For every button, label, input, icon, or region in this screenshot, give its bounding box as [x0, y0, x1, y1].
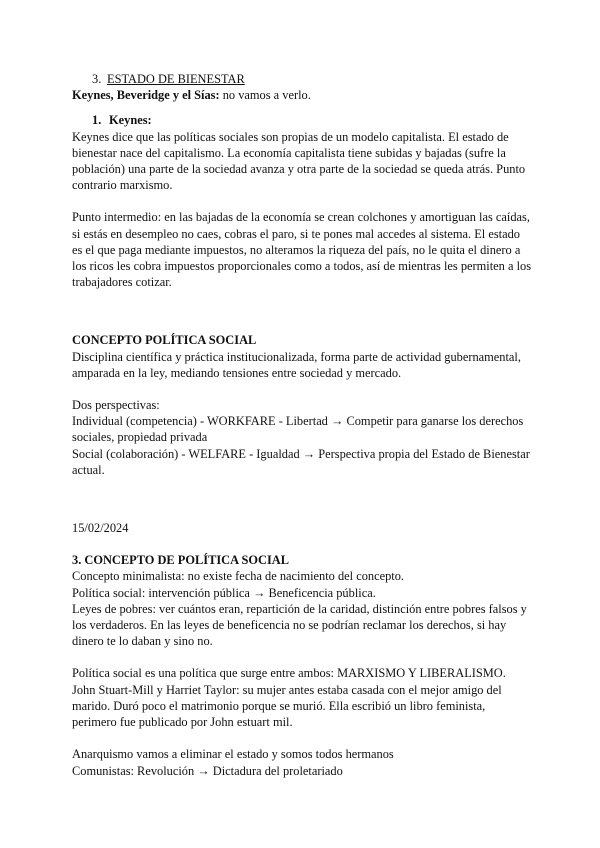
authors-bold: Keynes, Beveridge y el Sías: — [72, 88, 220, 103]
keynes-paragraph-1: Keynes dice que las políticas sociales son propias de un modelo capitalista. El estado de bienestar nace del capitalismo. La economía capitalista tiene subidas y bajadas (sufre la población) una parte de la sociedad avanza y otra parte de la sociedad se queda atrás. Punto contrario marxismo. — [72, 129, 526, 193]
minimalista-line: Concepto minimalista: no existe fecha de nacimiento del concepto. — [72, 569, 405, 584]
section-title: ESTADO DE BIENESTAR — [107, 72, 245, 86]
subheading-title: Keynes: — [109, 113, 152, 128]
concepto-politica-social-heading: 3. CONCEPTO DE POLÍTICA SOCIAL — [72, 553, 289, 568]
anarquismo-line: Anarquismo vamos a eliminar el estado y somos todos hermanos — [72, 747, 394, 762]
document-body — [72, 71, 532, 779]
dos-perspectivas-line: Dos perspectivas: — [72, 398, 160, 413]
concepto-paragraph: Disciplina científica y práctica institucionalizada, forma parte de actividad gubernamental, amparada en la ley, mediando tensiones entre sociedad y mercado. — [72, 349, 521, 380]
list-number: 1. — [92, 113, 102, 128]
mill-paragraph: John Stuart-Mill y Harriet Taylor: su mujer antes estaba casada con el mejor amigo del marido. Duró poco el matrimonio porque se murió. Ella escribió un libro feminista, perimero fue publicado por John estuart mil. — [72, 682, 502, 730]
subheading-keynes — [72, 112, 532, 128]
leyes-pobres-paragraph: Leyes de pobres: ver cuántos eran, repartición de la caridad, distinción entre pobres falsos y los verdaderos. En las leyes de beneficencia no se podrían reclamar los derechos, si hay dinero te lo daban y sino no. — [72, 601, 527, 649]
perspectiva-social: Social (colaboración) - WELFARE - Igualdad → Perspectiva propia del Estado de Bienestar actual. — [72, 446, 530, 477]
concepto-heading: CONCEPTO POLÍTICA SOCIAL — [72, 333, 257, 348]
politica-social-line: Política social: intervención pública → Beneficencia pública. — [72, 585, 376, 600]
section-heading-estado-bienestar — [72, 71, 532, 87]
authors-rest: no vamos a verlo. — [219, 88, 311, 103]
list-number: 3. — [92, 72, 102, 86]
perspectiva-individual: Individual (competencia) - WORKFARE - Libertad → Competir para ganarse los derechos sociales, propiedad privada — [72, 414, 524, 445]
comunistas-line: Comunistas: Revolución → Dictadura del proletariado — [72, 763, 343, 778]
authors-line — [72, 87, 532, 103]
keynes-paragraph-2: Punto intermedio: en las bajadas de la economía se crean colchones y amortiguan las caídas, si estás en desempleo no caes, cobras el paro, si te pones mal accedes al sistema. El estado es el que paga mediante impuestos, no alteramos la riqueza del país, no le quita el dinero a los ricos les cobra impuestos proporcionales como a todos, así de mientras les permiten a los trabajadores cotizar. — [72, 210, 532, 290]
surge-line: Política social es una política que surge entre ambos: MARXISMO Y LIBERALISMO. — [72, 666, 506, 681]
date-line: 15/02/2024 — [72, 521, 129, 536]
